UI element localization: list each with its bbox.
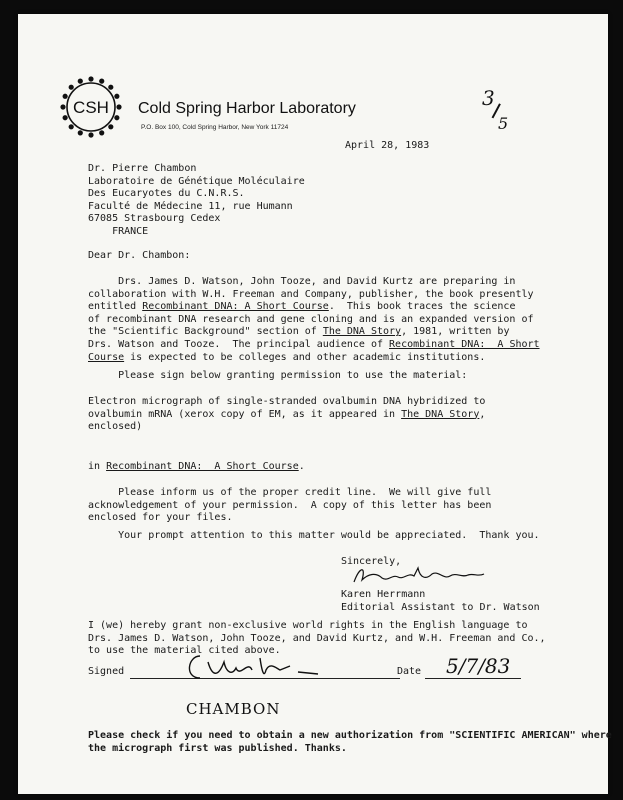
logo-bead [78,130,83,135]
salutation: Dear Dr. Chambon: [88,250,191,261]
logo-bead [78,79,83,84]
text-run: , 1981, written by [401,326,510,338]
herrmann-signature-icon [348,562,488,590]
text-run: entitled [88,301,143,313]
closing-title: Editorial Assistant to Dr. Watson [341,602,540,613]
material-line: Electron micrograph of single-stranded ovalbumin DNA hybridized to [88,396,486,407]
paragraph-line: of recombinant DNA research and gene cloning and is an expanded version of [88,313,534,325]
paragraph-line [88,352,540,365]
recipient-line: 67085 Strasbourg Cedex [88,213,221,225]
letter-date: April 28, 1983 [345,140,430,151]
grant-line: I (we) hereby grant non-exclusive world rights in the English language to [88,620,528,631]
body-paragraph-2 [88,487,491,525]
paragraph-line: Please inform us of the proper credit line. We will give full [88,487,492,498]
permission-request: Please sign below granting permission to use the material: [88,370,468,381]
paragraph-line [88,326,540,339]
date-label: Date [397,666,422,677]
logo-bead [88,76,93,81]
logo-bead [60,104,65,109]
csh-logo-icon [58,74,124,140]
logo-bead [114,115,119,120]
logo-bead [99,130,104,135]
footer-note [88,730,612,755]
text-run: in [88,461,107,472]
logo-bead [114,94,119,99]
page-mark-numerator: 3 [482,86,495,110]
recipient-line: Dr. Pierre Chambon [88,163,197,174]
book-title: The DNA Story [401,408,480,420]
text-run: . [298,461,305,472]
closing-name: Karen Herrmann [341,589,426,600]
paragraph-line: enclosed for your files. [88,512,233,524]
logo-bead [69,85,74,90]
logo-bead [108,124,113,129]
text-run: the "Scientific Background" section of [88,326,323,338]
organization-name: Cold Spring Harbor Laboratory [138,100,356,117]
material-line: enclosed) [88,421,143,433]
text-run: . This book traces the science [328,301,516,313]
book-title: Recombinant DNA: A Short Course [106,461,299,472]
footer-line: the micrograph first was published. Thanks. [88,742,347,754]
book-title: Course [88,351,125,363]
paragraph-line: Drs. James D. Watson, John Tooze, and David Kurtz are preparing in [88,276,516,287]
text-run: ovalbumin mRNA (xerox copy of EM, as it appeared in [88,408,402,420]
letter-page [18,14,612,794]
recipient-line: Des Eucaryotes du C.N.R.S. [88,188,245,200]
book-title: The DNA Story [322,326,402,338]
signed-date: 5/7/83 [446,654,511,678]
logo-bead [63,94,68,99]
text-run: , [479,408,486,420]
paragraph-line [88,301,540,314]
recipient-address [88,163,305,239]
signed-label: Signed [88,666,125,677]
closing-sincerely: Sincerely, [341,556,402,567]
logo-bead [69,124,74,129]
logo-bead [108,85,113,90]
text-run: is expected to be colleges and other academic institutions. [124,351,486,363]
material-line [88,409,485,422]
recipient-line: FRANCE [88,225,149,237]
printed-name: CHAMBON [186,700,281,718]
body-paragraph-3: Your prompt attention to this matter would be appreciated. Thank you. [88,530,540,541]
paragraph-line [88,339,540,352]
chambon-signature-icon [178,648,328,686]
text-run: Drs. Watson and Tooze. The principal audience of [88,338,390,350]
grant-line: Drs. James D. Watson, John Tooze, and David Kurtz, and W.H. Freeman and Co., [88,632,546,644]
logo-bead [99,79,104,84]
book-title: Recombinant DNA: A Short Course [142,301,329,313]
page-mark-denominator: 5 [498,114,509,133]
logo-bead [88,132,93,137]
logo-bead [63,115,68,120]
logo-bead [116,104,121,109]
logo-text: CSH [73,98,109,117]
paragraph-line: collaboration with W.H. Freeman and Company, publisher, the book presently [88,288,534,300]
paragraph-line: acknowledgement of your permission. A copy of this letter has been [88,499,492,511]
recipient-line: Laboratoire de Génétique Moléculaire [88,175,305,187]
grant-line: to use the material cited above. [88,645,281,657]
recipient-line: Faculté de Médecine 11, rue Humann [88,200,293,212]
body-paragraph-1 [88,276,540,364]
book-title: Recombinant DNA: A Short [389,338,540,350]
organization-address: P.O. Box 100, Cold Spring Harbor, New York 11724 [141,124,289,131]
in-book-line [88,461,305,474]
date-line [425,678,521,679]
footer-line: Please check if you need to obtain a new authorization from "SCIENTIFIC AMERICAN" where [88,730,612,741]
material-description [88,396,485,434]
